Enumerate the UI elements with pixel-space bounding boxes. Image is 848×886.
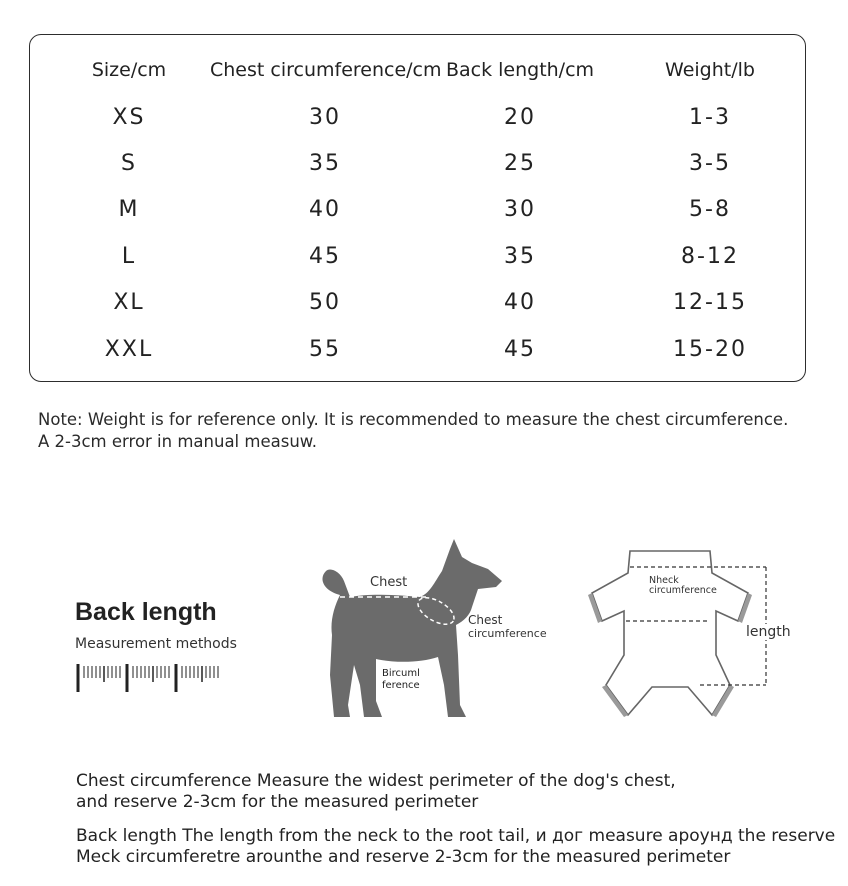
table-cell: 55 bbox=[309, 337, 341, 362]
table-cell: XXL bbox=[104, 337, 154, 362]
dog-belly-label-1: Bircuml bbox=[382, 668, 420, 679]
table-cell: 20 bbox=[504, 105, 536, 130]
table-cell: M bbox=[118, 197, 140, 222]
table-cell: 5-8 bbox=[689, 197, 731, 222]
weight-note bbox=[38, 409, 788, 453]
chest-description-line-1: Chest circumference Measure the widest perimeter of the dog's chest, bbox=[76, 771, 676, 791]
table-cell: 30 bbox=[309, 105, 341, 130]
dog-chest-circ-label-2: circumference bbox=[468, 627, 547, 640]
suit-neck-label-1: Nheck bbox=[649, 575, 679, 586]
header-back-length: Back length/cm bbox=[445, 59, 595, 81]
header-weight: Weight/lb bbox=[665, 59, 755, 81]
table-cell: 1-3 bbox=[689, 105, 731, 130]
table-cell: 30 bbox=[504, 197, 536, 222]
table-cell: 45 bbox=[504, 337, 536, 362]
table-cell: 40 bbox=[504, 290, 536, 315]
table-cell: 50 bbox=[309, 290, 341, 315]
suit-length-label: length bbox=[746, 624, 791, 640]
back-length-title: Back length bbox=[75, 598, 217, 626]
table-cell: S bbox=[121, 151, 137, 176]
table-cell: 12-15 bbox=[673, 290, 747, 315]
note-line-1: Note: Weight is for reference only. It is recommended to measure the chest circumference. bbox=[38, 410, 789, 429]
chest-description-line-2: and reserve 2-3cm for the measured perimeter bbox=[76, 792, 479, 812]
back-description-line-1: Back length The length from the neck to the root tail, и дог measure ароунд the reserve bbox=[76, 826, 836, 846]
table-cell: XS bbox=[112, 105, 146, 130]
table-cell: 15-20 bbox=[673, 337, 747, 362]
table-cell: 35 bbox=[504, 244, 536, 269]
note-line-2: A 2-3cm error in manual measuw. bbox=[38, 432, 318, 451]
back-description-line-2: Meck circumferetre arounthe and reserve 2-3cm for the measured perimeter bbox=[76, 847, 731, 867]
table-cell: L bbox=[121, 244, 137, 269]
table-cell: 25 bbox=[504, 151, 536, 176]
header-chest: Chest circumference/cm bbox=[210, 59, 442, 81]
table-cell: 3-5 bbox=[689, 151, 731, 176]
table-cell: 45 bbox=[309, 244, 341, 269]
dog-belly-label-2: ference bbox=[382, 680, 420, 691]
table-cell: 40 bbox=[309, 197, 341, 222]
table-cell: 35 bbox=[309, 151, 341, 176]
dog-chest-label: Chest bbox=[370, 575, 408, 590]
suit-neck-label-2: circumference bbox=[649, 585, 717, 596]
measurement-methods-label: Measurement methods bbox=[75, 636, 237, 652]
ruler-icon bbox=[75, 660, 225, 694]
size-table bbox=[29, 34, 806, 382]
table-cell: 8-12 bbox=[681, 244, 739, 269]
dog-chest-circ-label-1: Chest bbox=[468, 613, 503, 627]
header-size: Size/cm bbox=[91, 59, 167, 81]
table-cell: XL bbox=[113, 290, 145, 315]
